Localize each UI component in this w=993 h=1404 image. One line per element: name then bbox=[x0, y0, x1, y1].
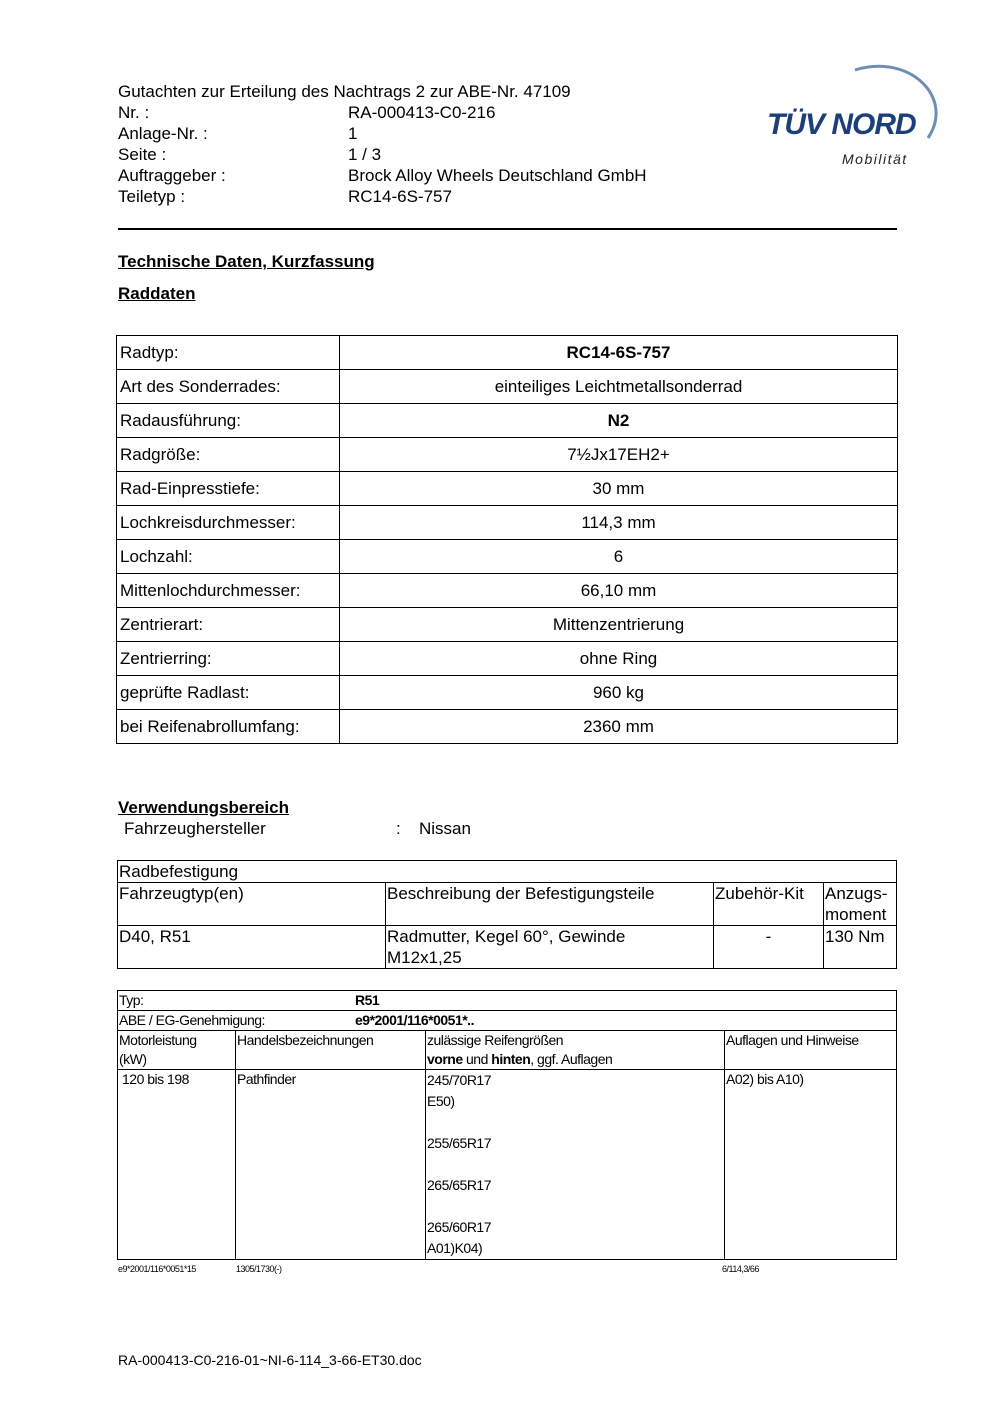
mount-description bbox=[386, 926, 714, 969]
wheel-data-label: Radgröße: bbox=[117, 438, 340, 472]
type-row bbox=[118, 991, 897, 1011]
wheel-data-value: 2360 mm bbox=[340, 710, 898, 744]
manufacturer-label: Fahrzeughersteller bbox=[124, 819, 266, 838]
header-block bbox=[118, 81, 647, 207]
mount-title-row bbox=[118, 861, 897, 883]
wheel-data-table bbox=[116, 335, 898, 744]
vehicle-notes: A02) bis A10) bbox=[725, 1070, 897, 1260]
wheel-data-label: Rad-Einpresstiefe: bbox=[117, 472, 340, 506]
vehicle-header-row bbox=[118, 1031, 897, 1070]
vehicle-tyres bbox=[426, 1070, 725, 1260]
wheel-data-value: ohne Ring bbox=[340, 642, 898, 676]
header-tyres-line1: zulässige Reifengrößen bbox=[427, 1032, 564, 1048]
header-row-label: Anlage-Nr. : bbox=[118, 124, 208, 143]
mount-title: Radbefestigung bbox=[118, 861, 897, 883]
header-accessory-kit: Zubehör-Kit bbox=[714, 883, 824, 926]
tyre-size-line: 255/65R17 bbox=[427, 1135, 492, 1151]
wheel-data-label: geprüfte Radlast: bbox=[117, 676, 340, 710]
wheel-data-row bbox=[117, 608, 898, 642]
mount-data-row bbox=[118, 926, 897, 969]
header-row-value: RC14-6S-757 bbox=[348, 187, 452, 206]
document-title: Gutachten zur Erteilung des Nachtrags 2 zur ABE-Nr. 47109 bbox=[118, 82, 571, 101]
header-divider bbox=[118, 228, 897, 230]
wheel-data-value: 66,10 mm bbox=[340, 574, 898, 608]
section-heading-technical-data: Technische Daten, Kurzfassung bbox=[118, 252, 375, 271]
header-row-value: 1 / 3 bbox=[348, 145, 382, 164]
wheel-data-value: 7½Jx17EH2+ bbox=[340, 438, 898, 472]
footnote-bolt-pattern: 6/114,3/66 bbox=[722, 1264, 759, 1274]
vehicle-data-row bbox=[118, 1070, 897, 1260]
wheel-data-value: 960 kg bbox=[340, 676, 898, 710]
wheel-data-row bbox=[117, 336, 898, 370]
tyre-size-line: E50) bbox=[427, 1093, 455, 1109]
header-fastening-description: Beschreibung der Befestigungsteile bbox=[386, 883, 714, 926]
table-footnote-row bbox=[118, 1264, 898, 1276]
mount-torque: 130 Nm bbox=[824, 926, 897, 969]
tyre-size-line: 265/65R17 bbox=[427, 1177, 492, 1193]
wheel-data-row bbox=[117, 472, 898, 506]
abe-cell bbox=[118, 1011, 897, 1031]
header-row bbox=[118, 186, 647, 207]
wheel-data-row bbox=[117, 404, 898, 438]
header-vehicle-types: Fahrzeugtyp(en) bbox=[118, 883, 386, 926]
vehicle-power: 120 bis 198 bbox=[118, 1070, 236, 1260]
abe-label: ABE / EG-Genehmigung: bbox=[119, 1012, 265, 1028]
section-heading-wheel-data: Raddaten bbox=[118, 284, 196, 303]
wheel-data-label: bei Reifenabrollumfang: bbox=[117, 710, 340, 744]
header-tyres-and: und bbox=[462, 1051, 492, 1067]
wheel-data-label: Zentrierring: bbox=[117, 642, 340, 676]
wheel-data-value: einteiliges Leichtmetallsonderrad bbox=[340, 370, 898, 404]
mount-header-row bbox=[118, 883, 897, 926]
tyre-size-line bbox=[427, 1196, 723, 1217]
header-trade-names: Handelsbezeichnungen bbox=[236, 1031, 426, 1070]
tyre-size-line bbox=[427, 1154, 723, 1175]
header-tyres-front: vorne bbox=[427, 1051, 463, 1067]
header-torque-line1: Anzugs- bbox=[825, 884, 888, 903]
wheel-data-value: 114,3 mm bbox=[340, 506, 898, 540]
header-power bbox=[118, 1031, 236, 1070]
wheel-data-label: Lochzahl: bbox=[117, 540, 340, 574]
wheel-data-value: Mittenzentrierung bbox=[340, 608, 898, 642]
header-row-label: Nr. : bbox=[118, 103, 150, 122]
wheel-data-label: Radtyp: bbox=[117, 336, 340, 370]
tyre-size-line: 245/70R17 bbox=[427, 1072, 492, 1088]
header-row-value: 1 bbox=[348, 124, 358, 143]
header-row bbox=[118, 123, 647, 144]
section-heading-usage: Verwendungsbereich bbox=[118, 798, 289, 817]
wheel-data-row bbox=[117, 438, 898, 472]
header-row bbox=[118, 165, 647, 186]
tyre-size-line bbox=[427, 1112, 723, 1133]
wheel-data-label: Radausführung: bbox=[117, 404, 340, 438]
header-row bbox=[118, 102, 647, 123]
wheel-data-label: Mittenlochdurchmesser: bbox=[117, 574, 340, 608]
type-cell bbox=[118, 991, 897, 1011]
document-filename-footer: RA-000413-C0-216-01~NI-6-114_3-66-ET30.doc bbox=[118, 1352, 422, 1368]
manufacturer-colon: : bbox=[396, 819, 401, 838]
header-power-line1: Motorleistung bbox=[119, 1032, 197, 1048]
header-tyres-end: , ggf. Auflagen bbox=[530, 1051, 613, 1067]
wheel-data-row bbox=[117, 642, 898, 676]
header-torque bbox=[824, 883, 897, 926]
wheel-data-row bbox=[117, 540, 898, 574]
header-row bbox=[118, 144, 647, 165]
header-torque-line2: moment bbox=[825, 905, 887, 924]
logo-wordmark: TÜV NORD bbox=[767, 108, 916, 141]
wheel-data-row bbox=[117, 370, 898, 404]
wheel-data-value: 6 bbox=[340, 540, 898, 574]
footnote-load: 1305/1730(-) bbox=[236, 1264, 282, 1274]
abe-value: e9*2001/116*0051*.. bbox=[355, 1012, 474, 1028]
header-row-label: Seite : bbox=[118, 145, 167, 164]
vehicle-approval-table bbox=[117, 990, 897, 1260]
wheel-data-value: N2 bbox=[340, 404, 898, 438]
header-row-label: Auftraggeber : bbox=[118, 166, 226, 185]
wheel-data-value: RC14-6S-757 bbox=[340, 336, 898, 370]
wheel-data-value: 30 mm bbox=[340, 472, 898, 506]
tyre-size-line: 265/60R17 bbox=[427, 1219, 492, 1235]
wheel-mount-table bbox=[117, 860, 897, 969]
mount-kit: - bbox=[714, 926, 824, 969]
wheel-data-row bbox=[117, 506, 898, 540]
tyre-size-line: A01)K04) bbox=[427, 1240, 483, 1256]
mount-description-line1: Radmutter, Kegel 60°, Gewinde bbox=[387, 927, 626, 946]
wheel-data-label: Art des Sonderrades: bbox=[117, 370, 340, 404]
wheel-data-row bbox=[117, 676, 898, 710]
header-tyres-line2 bbox=[427, 1050, 723, 1069]
header-row-value: RA-000413-C0-216 bbox=[348, 103, 496, 122]
footnote-approval: e9*2001/116*0051*15 bbox=[118, 1264, 196, 1274]
logo-subtitle: Mobilität bbox=[842, 151, 908, 167]
mount-description-line2: M12x1,25 bbox=[387, 948, 462, 967]
vehicle-trade-name: Pathfinder bbox=[236, 1070, 426, 1260]
wheel-data-label: Lochkreisdurchmesser: bbox=[117, 506, 340, 540]
type-label: Typ: bbox=[119, 992, 144, 1008]
header-tyres-rear: hinten bbox=[491, 1051, 531, 1067]
header-row-value: Brock Alloy Wheels Deutschland GmbH bbox=[348, 166, 647, 185]
mount-vehicle-types: D40, R51 bbox=[118, 926, 386, 969]
type-value: R51 bbox=[355, 992, 380, 1008]
manufacturer-value: Nissan bbox=[419, 819, 471, 838]
header-notes: Auflagen und Hinweise bbox=[725, 1031, 897, 1070]
header-power-line2: (kW) bbox=[119, 1051, 147, 1067]
wheel-data-row bbox=[117, 710, 898, 744]
header-row-label: Teiletyp : bbox=[118, 187, 186, 206]
header-rows bbox=[118, 102, 647, 207]
wheel-data-label: Zentrierart: bbox=[117, 608, 340, 642]
manufacturer-row bbox=[124, 819, 471, 839]
abe-row bbox=[118, 1011, 897, 1031]
wheel-data-row bbox=[117, 574, 898, 608]
tyre-size-list bbox=[427, 1070, 723, 1259]
header-tyre-sizes bbox=[426, 1031, 725, 1070]
